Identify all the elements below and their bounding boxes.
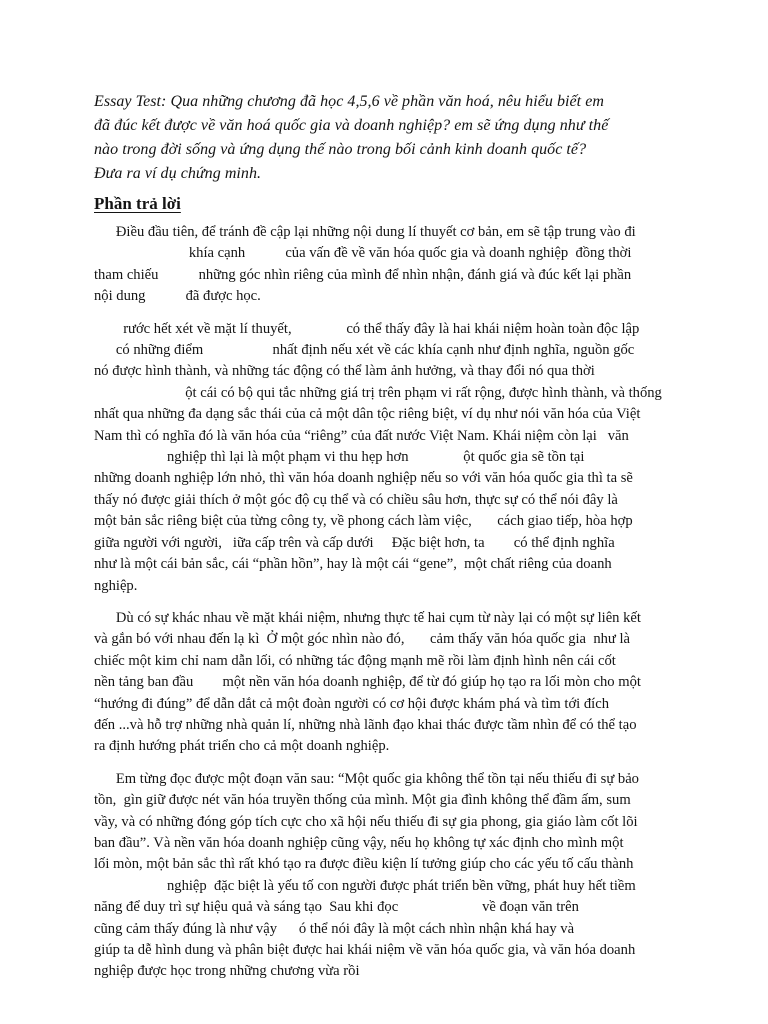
paragraph-line: tham chiếu những góc nhìn riêng của mình để nhìn nhận, đánh giá và đúc kết lại phần	[94, 266, 632, 283]
document-page	[94, 90, 672, 994]
paragraph-line: rước hết xét về mặt lí thuyết, có thể thấy đây là hai khái niệm hoàn toàn độc lập	[94, 320, 640, 337]
paragraph-line: giữa người với người, iữa cấp trên và cấp dưới Đặc biệt hơn, ta có thể định nghĩa	[94, 534, 615, 551]
essay-question	[94, 90, 672, 186]
question-line: đã đúc kết được về văn hoá quốc gia và doanh nghiệp? em sẽ ứng dụng như thế	[94, 117, 609, 134]
paragraph-line: Điều đầu tiên, để tránh đề cập lại những nội dung lí thuyết cơ bản, em sẽ tập trung vào đi	[94, 224, 636, 240]
body-paragraph	[94, 319, 672, 597]
paragraph-line: nghiệp được học trong những chương vừa rồi	[94, 963, 360, 980]
question-line: Đưa ra ví dụ chứng minh.	[94, 165, 262, 182]
question-line: nào trong đời sống và ứng dụng thế nào trong bối cảnh kinh doanh quốc tế?	[94, 141, 587, 158]
paragraph-line: một bản sắc riêng biệt của từng công ty, về phong cách làm việc, cách giao tiếp, hòa hợp	[94, 513, 633, 530]
paragraph-line: tồn, gìn giữ được nét văn hóa truyền thống của mình. Một gia đình không thể đầm ấm, sum	[94, 792, 631, 809]
paragraph-line: Dù có sự khác nhau về mặt khái niệm, nhưng thực tế hai cụm từ này lại có một sự liên kết	[94, 609, 641, 626]
paragraph-line: ra định hướng phát triển cho cả một doanh nghiệp.	[94, 738, 390, 755]
body-paragraph	[94, 222, 672, 308]
paragraph-line: “hướng đi đúng” để dẫn dắt cả một đoàn người có cơ hội được khám phá và tìm tới đích	[94, 695, 610, 712]
paragraph-line: chiếc một kim chỉ nam dẫn lối, có những tác động mạnh mẽ rồi làm định hình nên cái cốt	[94, 652, 616, 669]
paragraph-line: Em từng đọc được một đoạn văn sau: “Một quốc gia không thể tồn tại nếu thiếu đi sự bảo	[94, 770, 639, 787]
paragraph-line: Nam thì có nghĩa đó là văn hóa của “riêng” của đất nước Việt Nam. Khái niệm còn lại văn	[94, 427, 629, 444]
paragraph-line: nó được hình thành, và những tác động có thể làm ảnh hưởng, và thay đổi nó qua thời	[94, 363, 595, 380]
answer-heading: Phần trả lời	[94, 194, 181, 213]
body-paragraph	[94, 769, 672, 983]
paragraph-line: năng để duy trì sự hiệu quả và sáng tạo Sau khi đọc về đoạn văn trên	[94, 899, 579, 916]
paragraph-line: cũng cảm thấy đúng là như vậy ó thể nói đây là một cách nhìn nhận khá hay và	[94, 920, 575, 937]
paragraph-line: nghiệp.	[94, 577, 138, 594]
paragraph-line: nội dung đã được học.	[94, 288, 261, 305]
paragraph-line: như là một cái bản sắc, cái “phần hồn”, hay là một cái “gene”, một chất riêng của doanh	[94, 556, 612, 573]
paragraph-line: có những điểm nhất định nếu xét về các khía cạnh như định nghĩa, nguồn gốc	[94, 342, 635, 359]
paragraph-line: giúp ta dễ hình dung và phân biệt được hai khái niệm về văn hóa quốc gia, và văn hóa doanh	[94, 942, 636, 958]
paragraph-line: ột cái có bộ qui tắc những giá trị trên phạm vi rất rộng, được hình thành, và thống	[94, 384, 662, 401]
paragraph-line: nghiệp đặc biệt là yếu tố con người được phát triển bền vững, phát huy hết tiềm	[94, 877, 636, 894]
paragraph-line: nền tảng ban đầu một nền văn hóa doanh nghiệp, để từ đó giúp họ tạo ra lối mòn cho một	[94, 674, 641, 691]
question-line: Essay Test: Qua những chương đã học 4,5,6 về phần văn hoá, nêu hiểu biết em	[94, 93, 604, 110]
paragraph-line: nhất qua những đa dạng sắc thái của cả một dân tộc riêng biệt, ví dụ như nói văn hóa của Việt	[94, 406, 641, 423]
paragraph-line: nghiệp thì lại là một phạm vi thu hẹp hơn ột quốc gia sẽ tồn tại	[94, 449, 585, 466]
paragraph-line: khía cạnh của vấn đề về văn hóa quốc gia và doanh nghiệp đồng thời	[94, 245, 632, 262]
paragraph-line: đến ...và hỗ trợ những nhà quản lí, những nhà lãnh đạo khai thác được tầm nhìn để có thể tạo	[94, 716, 637, 733]
paragraph-line: những doanh nghiệp lớn nhỏ, thì văn hóa doanh nghiệp nếu so với văn hóa quốc gia thì ta sẽ	[94, 470, 633, 487]
paragraph-line: vầy, và có những đóng góp tích cực cho xã hội nếu thiếu đi sự gia phong, gia giáo làm cốt lõi	[94, 813, 638, 830]
answer-body	[94, 222, 672, 983]
body-paragraph	[94, 608, 672, 758]
paragraph-line: ban đầu”. Và nền văn hóa doanh nghiệp cũng vậy, nếu họ không tự xác định cho mình một	[94, 834, 624, 851]
paragraph-line: thấy nó được giải thích ở một góc độ cụ thể và có chiều sâu hơn, thực sự có thể nói đây là	[94, 491, 618, 508]
paragraph-line: và gắn bó với nhau đến lạ kì Ở một góc nhìn nào đó, cảm thấy văn hóa quốc gia như là	[94, 631, 631, 648]
paragraph-line: lối mòn, một bản sắc thì rất khó tạo ra được điều kiện lí tưởng giúp cho các yếu tố cấu thành	[94, 856, 634, 873]
